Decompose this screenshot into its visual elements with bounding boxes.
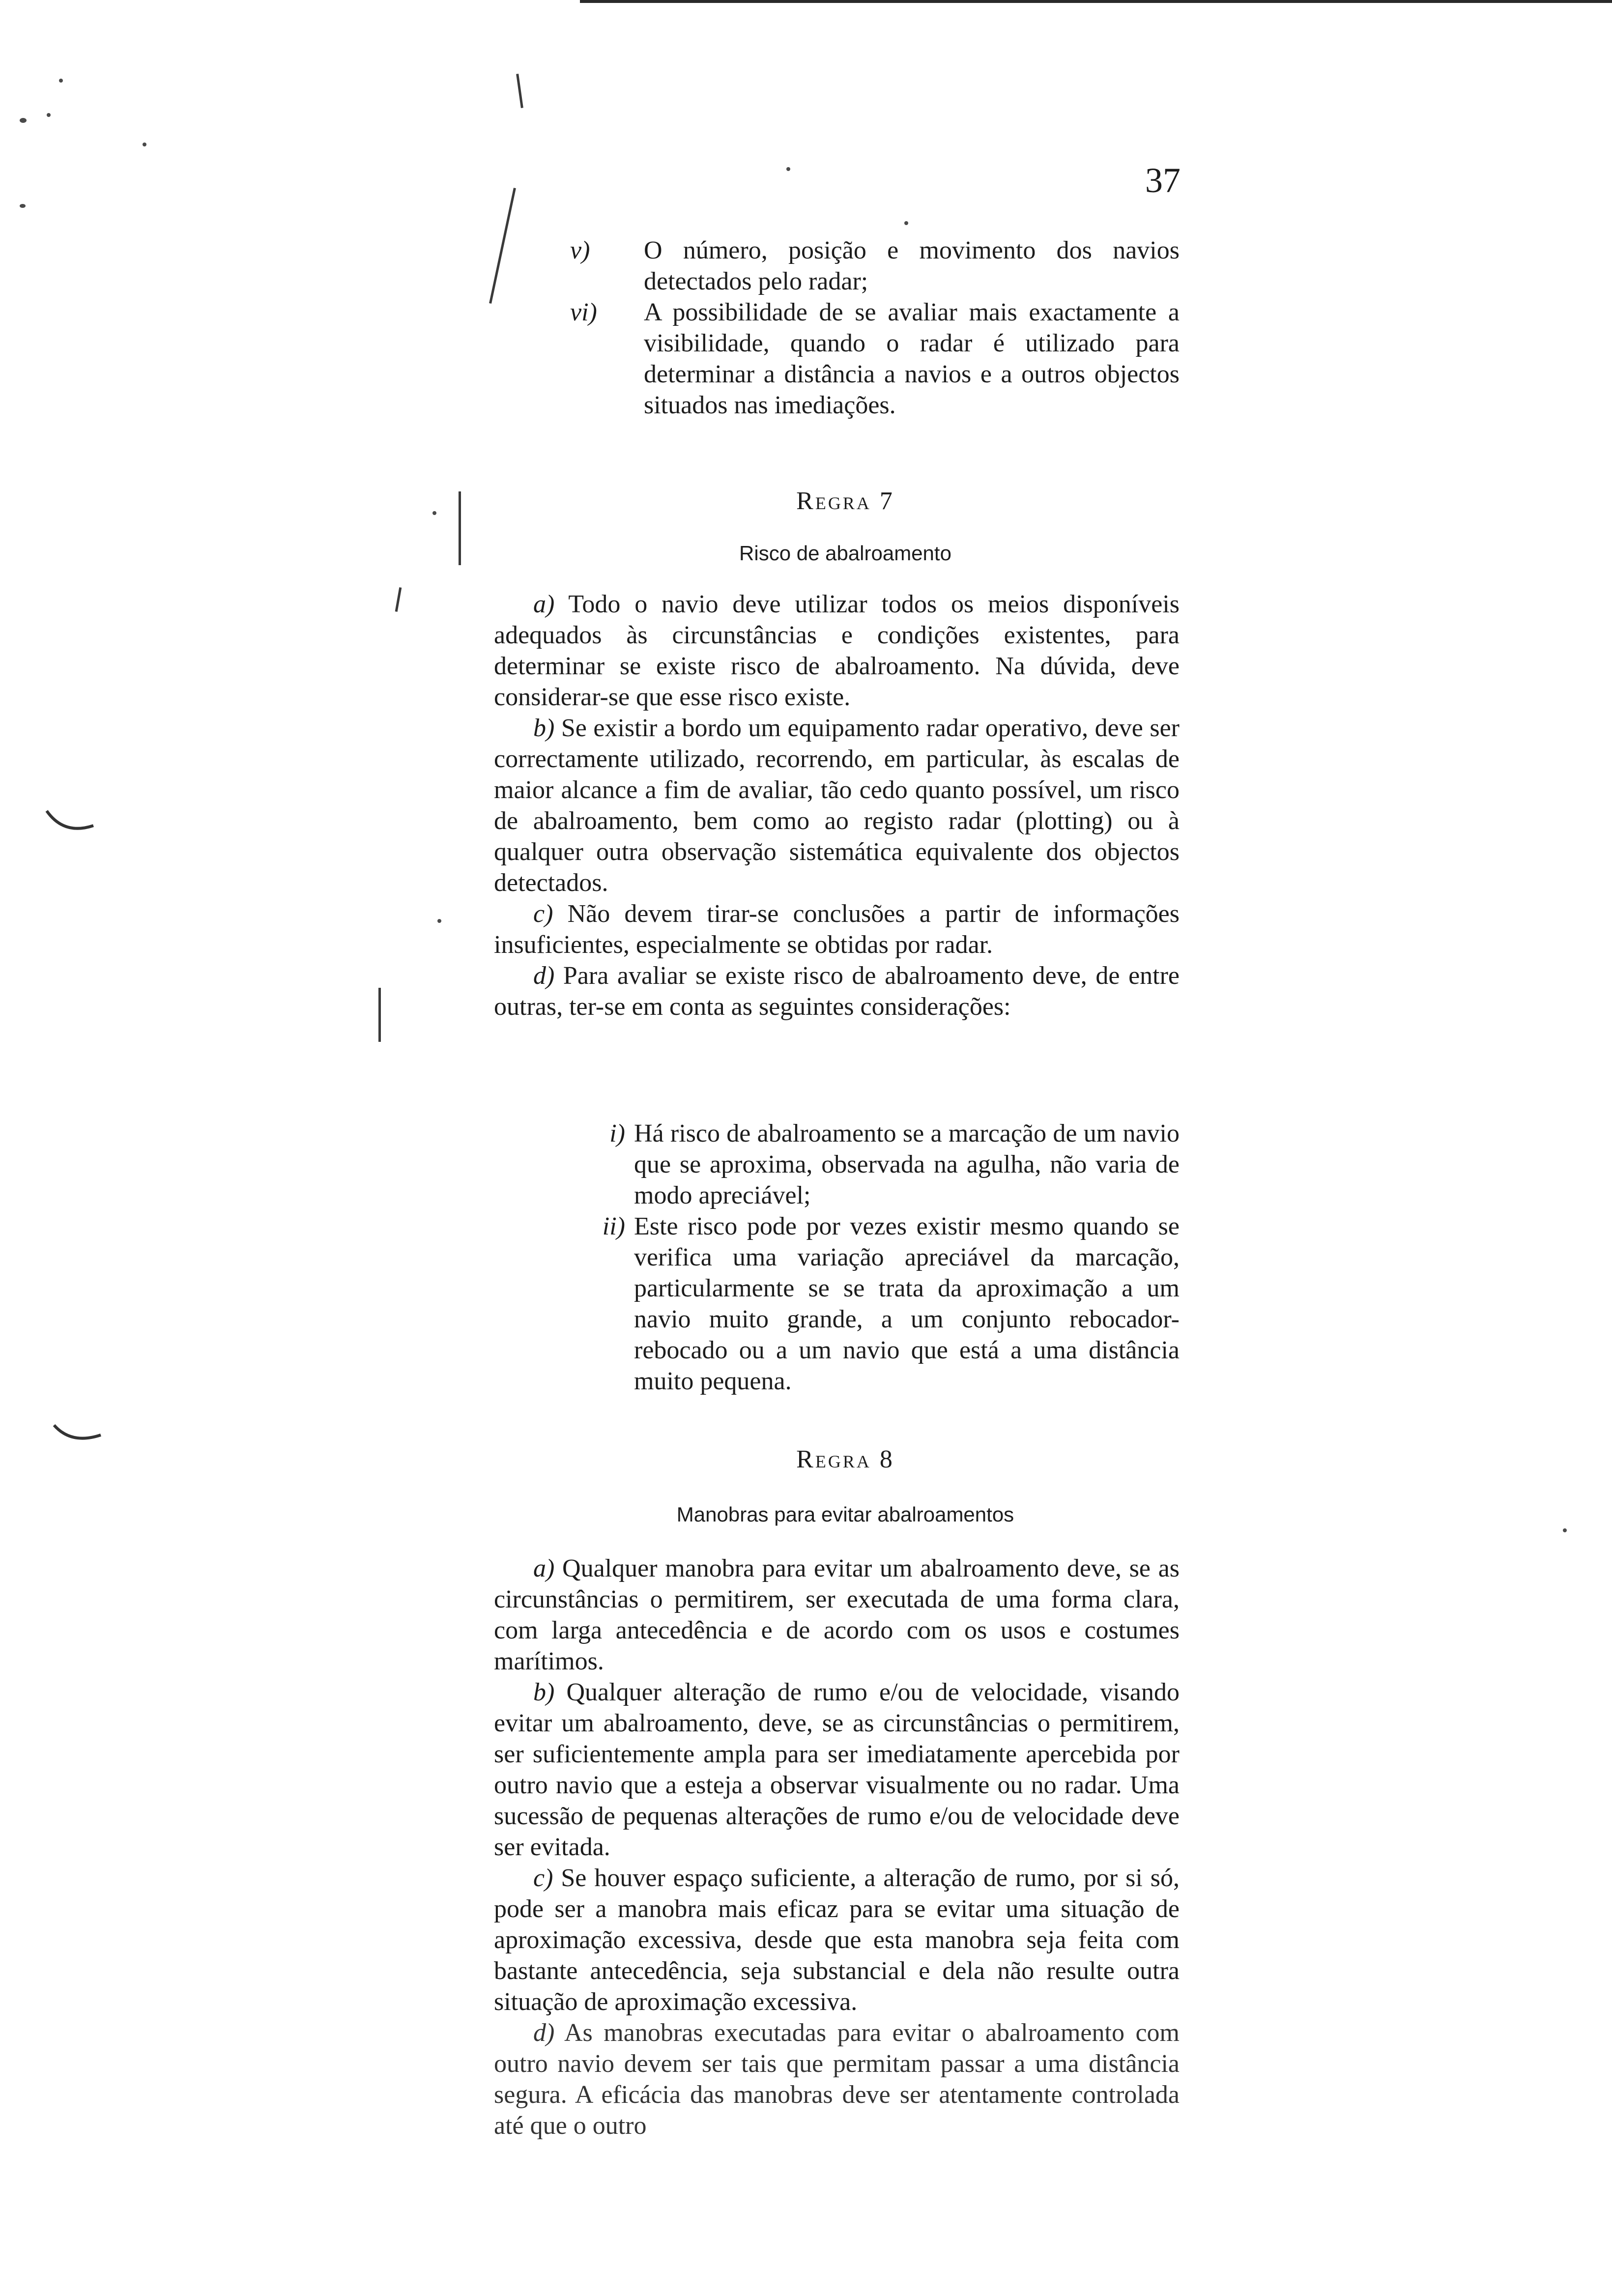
scan-mark xyxy=(378,988,381,1042)
scan-dot xyxy=(432,511,436,515)
scan-dot xyxy=(1563,1528,1567,1532)
rule-7-title: Regra 7 xyxy=(796,487,894,515)
item-number: v) xyxy=(570,236,590,264)
rule-7-paragraph-d: d) Para avaliar se existe risco de abalroamento deve, de entre outras, ter-se em conta as seguintes considerações: xyxy=(494,962,1180,1021)
rule-7-subtitle: Risco de abalroamento xyxy=(739,542,951,565)
scan-mark xyxy=(459,491,461,565)
rule-8-subtitle: Manobras para evitar abalroamentos xyxy=(676,1503,1014,1526)
scan-curve xyxy=(44,806,98,845)
scan-dot xyxy=(20,204,26,208)
scan-dot xyxy=(20,118,27,123)
item-text: A possibilidade de se avaliar mais exactamente a visibilidade, quando o radar é utilizado para determinar a distância a navios e a outros objectos situados nas imediações. xyxy=(644,298,1180,419)
scan-mark xyxy=(489,188,516,304)
item-text: O número, posição e movimento dos navios detectados pelo radar; xyxy=(644,236,1180,295)
rule-8-paragraph-c: c) Se houver espaço suficiente, a alteração de rumo, por si só, pode ser a manobra mais eficaz para se evitar uma situação de aproximação excessiva, desde que esta manobra seja feita com bastante antecedência, seja substancial e dela não resulte outra situação de aproximação excessiva. xyxy=(494,1864,1180,2016)
rule-8-paragraph-d: d) As manobras executadas para evitar o abalroamento com outro navio devem ser tais que permitam passar a uma distância segura. A eficácia das manobras deve ser atentamente controlada até que o outro xyxy=(494,2019,1180,2140)
rule-8-paragraph-a: a) Qualquer manobra para evitar um abalroamento deve, se as circunstâncias o permitirem, ser executada de uma forma clara, com larga antecedência e de acordo com os usos e costumes marítimos. xyxy=(494,1554,1180,1675)
top-border-line xyxy=(580,0,1612,3)
scan-dot xyxy=(904,221,908,225)
rule-7-sublist xyxy=(570,1118,1180,1397)
rule-8-body xyxy=(494,1553,1180,2141)
scan-curve xyxy=(52,1420,106,1460)
scan-mark xyxy=(395,587,402,612)
rule-8-title: Regra 8 xyxy=(796,1445,894,1473)
scan-dot xyxy=(47,113,51,117)
scan-dot xyxy=(143,143,146,146)
sublist-item-ii: ii) Este risco pode por vezes existir mesmo quando se verifica uma variação apreciável da marcação, particularmente se se trata da aproximação a um navio muito grande, a um conjunto rebocador-rebocado ou a um navio que está a uma distância muito pequena. xyxy=(602,1212,1180,1395)
scan-mark xyxy=(516,74,523,108)
list-item-vi xyxy=(570,297,1180,421)
rule-8-paragraph-b: b) Qualquer alteração de rumo e/ou de velocidade, visando evitar um abalroamento, deve, se as circunstâncias o permitirem, ser suficientemente ampla para ser imediatamente apercebida por outro navio que a esteja a observar visualmente ou no radar. Uma sucessão de pequenas alterações de rumo e/ou de velocidade deve ser evitada. xyxy=(494,1678,1180,1861)
scan-dot xyxy=(786,167,790,171)
rule-7-paragraph-a: a) Todo o navio deve utilizar todos os meios disponíveis adequados às circunstâncias e condições existentes, para determinar se existe risco de abalroamento. Na dúvida, deve considerar-se que esse risco existe. xyxy=(494,590,1180,711)
list-item-v xyxy=(570,235,1180,297)
rule-7-body xyxy=(494,589,1180,1022)
sublist-item-i: i) Há risco de abalroamento se a marcação de um navio que se aproxima, observada na agulha, não varia de modo apreciável; xyxy=(609,1119,1180,1209)
page-number: 37 xyxy=(1145,161,1180,200)
item-number: vi) xyxy=(570,298,597,326)
scan-dot xyxy=(59,79,63,83)
scan-dot xyxy=(437,919,441,923)
rule-7-paragraph-c: c) Não devem tirar-se conclusões a partir de informações insuficientes, especialmente se obtidas por radar. xyxy=(494,900,1180,959)
rule-7-paragraph-b: b) Se existir a bordo um equipamento radar operativo, deve ser correctamente utilizado, recorrendo, em particular, às escalas de maior alcance a fim de avaliar, tão cedo quanto possível, um risco de abalroamento, bem como ao registo radar (plotting) ou à qualquer outra observação sistemática equivalente dos objectos detectados. xyxy=(494,714,1180,897)
top-list xyxy=(570,235,1180,421)
